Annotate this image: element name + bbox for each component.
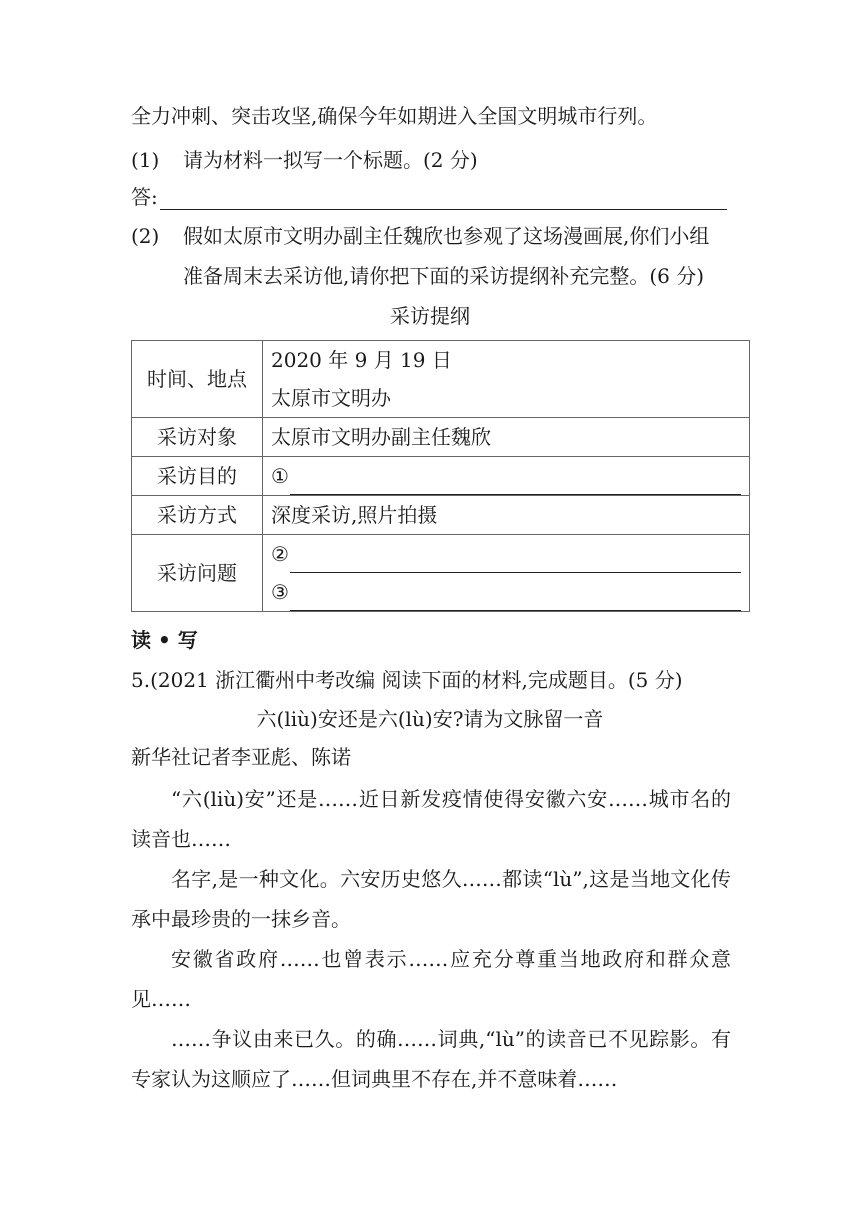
row-label-method: 采访方式 [132,496,263,535]
blank-marker-3: ③ [271,580,289,604]
row-label-questions: 采访问题 [132,535,263,612]
purpose-line [271,457,741,495]
question-blank-3[interactable] [290,582,741,611]
answer-row [131,182,727,210]
table-title: 采访提纲 [390,304,470,328]
table-row [132,535,750,612]
question-line-2 [271,535,741,573]
row-label-interviewee: 采访对象 [132,418,263,457]
article-paragraph-1: “六(liù)安”还是……近日新发疫情使得安徽六安……城市名的读音也…… [131,787,731,851]
blank-marker-2: ② [271,542,289,566]
place-value: 太原市文明办 [271,386,391,410]
row-label-purpose: 采访目的 [132,457,263,496]
question-blank-2[interactable] [290,544,741,573]
date-value: 2020 年 9 月 19 日 [271,348,452,372]
row-value-questions [263,535,750,612]
question-1 [131,146,478,174]
question-5: 5.(2021 浙江衢州中考改编 阅读下面的材料,完成题目。(5 分) [131,668,683,692]
table-row [132,496,750,535]
question-1-text: 请为材料一拟写一个标题。(2 分) [183,148,478,172]
article-paragraph-3: 安徽省政府……也曾表示……应充分尊重当地政府和群众意见…… [131,947,731,1011]
question-2-number: (2) [131,224,160,248]
question-line-3 [271,573,741,611]
row-value-method: 深度采访,照片拍摄 [263,496,750,535]
question-1-number: (1) [131,148,160,172]
table-row [132,418,750,457]
blank-marker-1: ① [271,464,289,488]
article-byline: 新华社记者李亚彪、陈诺 [131,745,351,769]
purpose-blank[interactable] [290,466,741,495]
article-paragraph-4: ……争议由来已久。的确……词典,“lù”的读音已不见踪影。有专家认为这顺应了……但词典里不存在,并不意味着…… [131,1027,731,1091]
article-paragraph-2: 名字,是一种文化。六安历史悠久……都读“lù”,这是当地文化传承中最珍贵的一抹乡音。 [131,867,731,931]
interview-outline-table [131,340,750,612]
table-row [132,341,750,418]
answer-label: 答: [131,185,158,209]
row-value-interviewee: 太原市文明办副主任魏欣 [263,418,750,457]
question-2-text-a: 假如太原市文明办副主任魏欣也参观了这场漫画展,你们小组 [183,224,710,248]
article-title: 六(liù)安还是六(lù)安?请为文脉留一音 [256,707,604,731]
answer-blank[interactable] [160,187,727,210]
question-2-text-b: 准备周末去采访他,请你把下面的采访提纲补充完整。(6 分) [183,264,705,288]
row-label-time-place: 时间、地点 [132,341,263,418]
row-value-time-place [263,341,750,418]
table-row [132,457,750,496]
section-heading: 读 • 写 [131,628,198,652]
text-line-1: 全力冲刺、突击攻坚,确保今年如期进入全国文明城市行列。 [131,104,658,128]
row-value-purpose [263,457,750,496]
question-2-line-a [131,222,709,250]
